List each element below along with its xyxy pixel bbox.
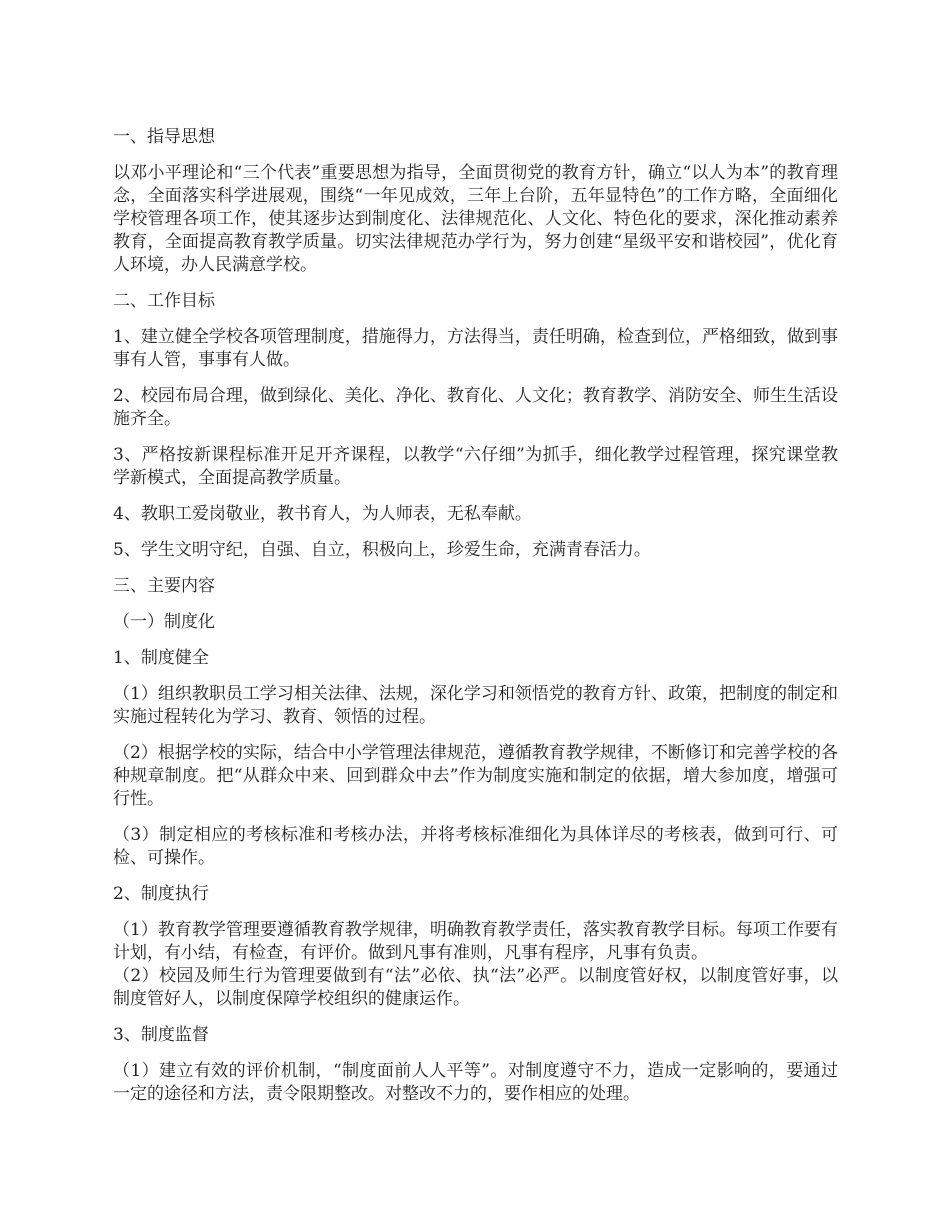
heading-main-content: 三、主要内容: [113, 576, 215, 596]
subheading-system-sound: 1、制度健全: [113, 648, 209, 668]
system-sound-item-3: （3）制定相应的考核标准和考核办法，并将考核标准细化为具体详尽的考核表，做到可行、可检、可操作。: [113, 825, 838, 868]
heading-guiding-ideology: 一、指导思想: [113, 127, 215, 147]
subheading-system-supervision: 3、制度监督: [113, 1025, 209, 1045]
goal-item-2: 2、校园布局合理，做到绿化、美化、净化、教育化、人文化；教育教学、消防安全、师生生活设施齐全。: [113, 386, 838, 429]
heading-work-goals: 二、工作目标: [113, 291, 215, 311]
subheading-system-execution: 2、制度执行: [113, 884, 209, 904]
system-supervision-item-1: （1）建立有效的评价机制，“制度面前人人平等”。对制度遵守不力，造成一定影响的，要通过一定的途径和方法，责令限期整改。对整改不力的，要作相应的处理。: [113, 1061, 838, 1104]
system-execution-item-2: （2）校园及师生行为管理要做到有“法”必依、执“法”必严。以制度管好权，以制度管好事，以制度管好人，以制度保障学校组织的健康运作。: [113, 966, 838, 1009]
paragraph-guiding-ideology: 以邓小平理论和“三个代表”重要思想为指导，全面贯彻党的教育方针，确立“以人为本”的教育理念，全面落实科学进展观，围绕“一年见成效，三年上台阶，五年显特色”的工作方略，全面细化学校管理各项工作，使其逐步达到制度化、法律规范化、人文化、特色化的要求，深化推动素养教育，全面提高教育教学质量。切实法律规范办学行为，努力创建“星级平安和谐校园”，优化育人环境，办人民满意学校。: [113, 163, 838, 275]
goal-item-4: 4、教职工爱岗敬业，教书育人，为人师表，无私奉献。: [113, 504, 532, 524]
document-body: [113, 126, 838, 1119]
system-sound-item-1: （1）组织教职员工学习相关法律、法规，深化学习和领悟党的教育方针、政策，把制度的制定和实施过程转化为学习、教育、领悟的过程。: [113, 684, 838, 727]
system-sound-item-2: （2）根据学校的实际，结合中小学管理法律规范，遵循教育教学规律，不断修订和完善学校的各种规章制度。把“从群众中来、回到群众中去”作为制度实施和制定的依据，增大参加度，增强可行性。: [113, 743, 838, 809]
goal-item-3: 3、严格按新课程标准开足开齐课程，以教学“六仔细”为抓手，细化教学过程管理，探究课堂教学新模式，全面提高教学质量。: [113, 445, 838, 488]
system-execution-item-1: （1）教育教学管理要遵循教育教学规律，明确教育教学责任，落实教育教学目标。每项工作要有计划，有小结，有检查，有评价。做到凡事有准则，凡事有程序，凡事有负责。: [113, 920, 838, 963]
subheading-institutionalization: （一）制度化: [113, 612, 215, 632]
goal-item-1: 1、建立健全学校各项管理制度，措施得力，方法得当，责任明确，检查到位，严格细致，做到事事有人管，事事有人做。: [113, 327, 838, 370]
goal-item-5: 5、学生文明守纪，自强、自立，积极向上，珍爱生命，充满青春活力。: [113, 540, 651, 560]
